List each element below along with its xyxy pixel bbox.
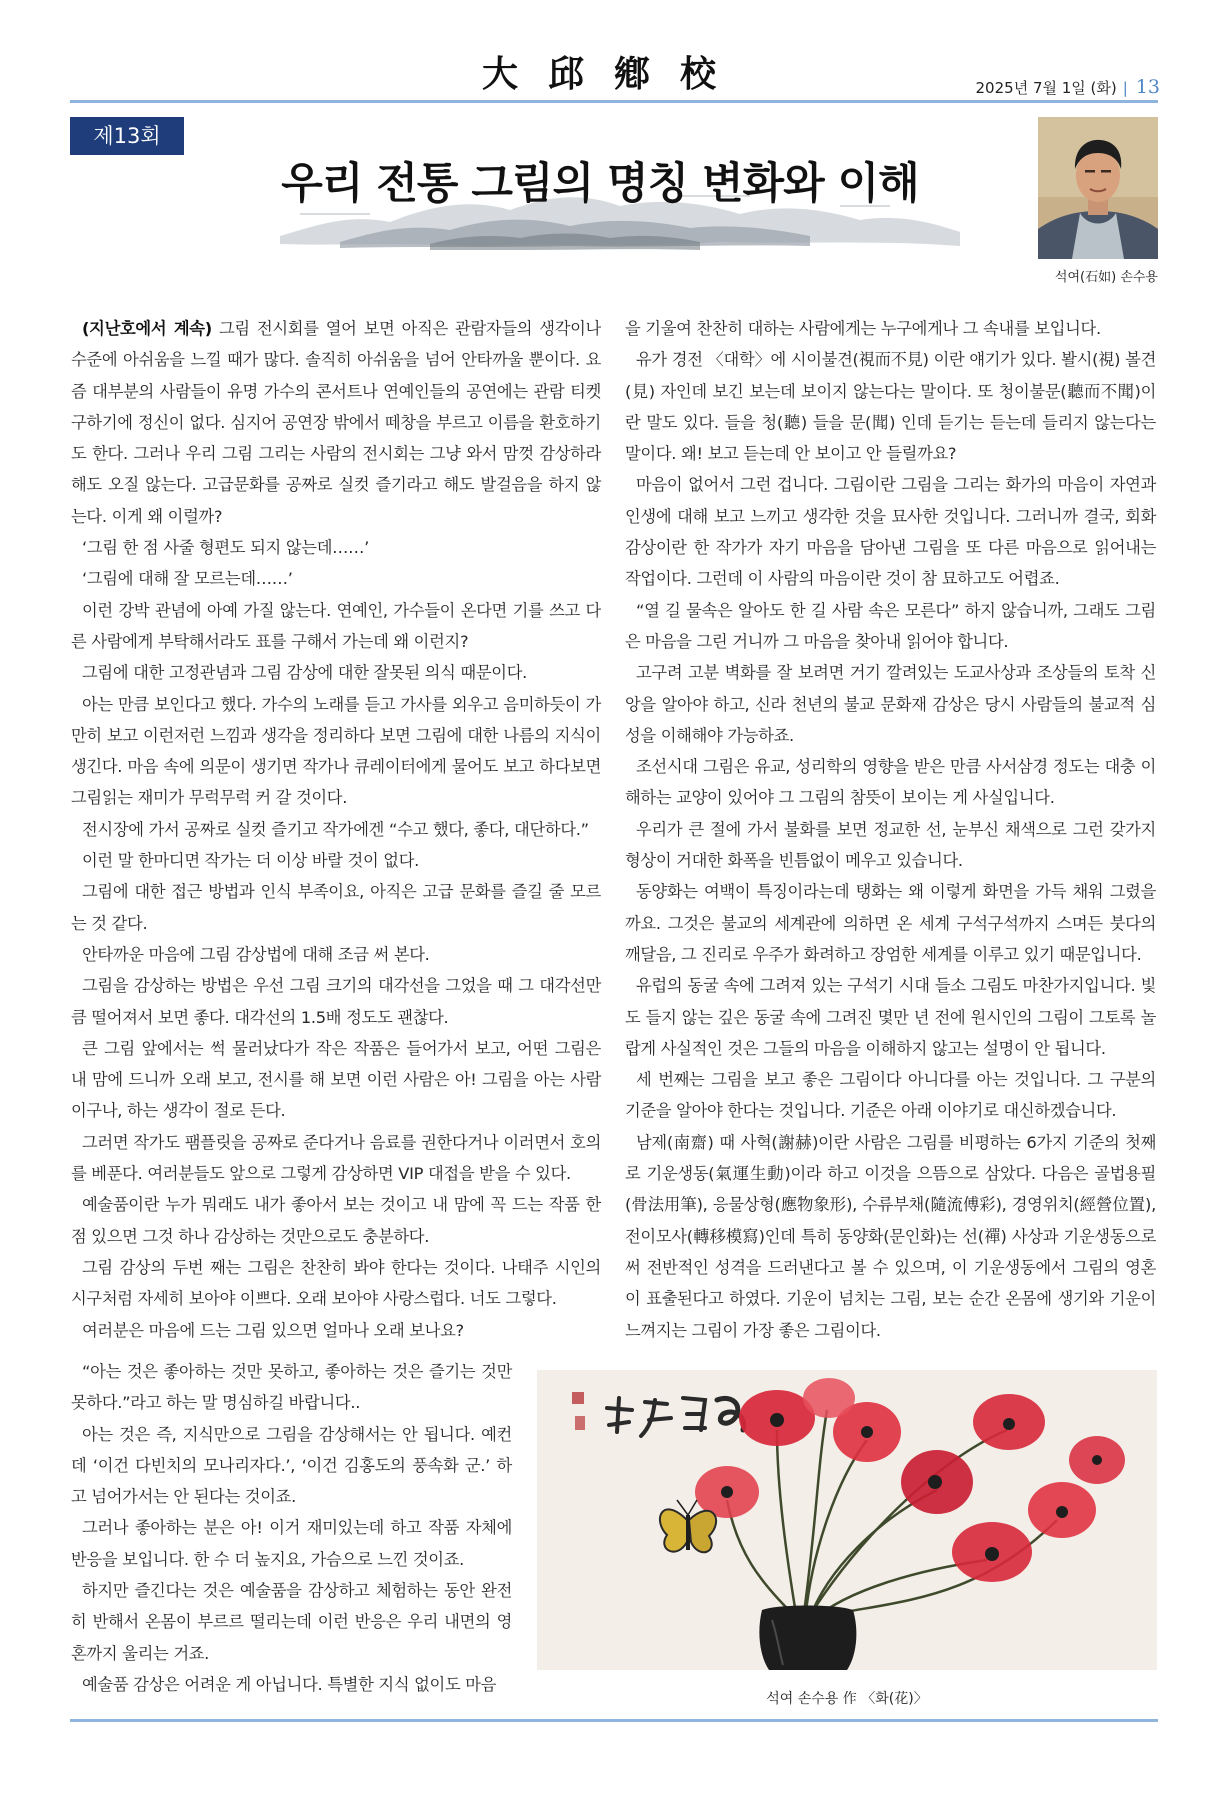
- paragraph-text: 그림 전시회를 열어 보면 아직은 관람자들의 생각이나 수준에 아쉬움을 느낄 때가 많다. 솔직히 아쉬움을 넘어 안타까울 뿐이다. 요즘 대부분의 사람들이 유명 가수의 콘서트나 연예인들의 공연에는 관람 티켓 구하기에 정신이 없다. 심지어 공연장 밖에서 떼창을 부르고 이름을 환호하기도 한다. 그러나 우리 그림 그리는 사람의 전시회는 그냥 와서 맘껏 감상하라 해도 오질 않는다. 고급문화를 공짜로 실컷 즐기라고 해도 발걸음을 하지 않는다. 이게 왜 이럴까?: [71, 319, 601, 526]
- paragraph: “아는 것은 좋아하는 것만 못하고, 좋아하는 것은 즐기는 것만 못하다.”라고 하는 말 명심하길 바랍니다..: [71, 1362, 512, 1413]
- paragraph: 이런 강박 관념에 아예 가질 않는다. 연예인, 가수들이 온다면 기를 쓰고 다른 사람에게 부탁해서라도 표를 구해서 가는데 왜 이런지?: [71, 600, 601, 651]
- paragraph: 조선시대 그림은 유교, 성리학의 영향을 받은 만큼 사서삼경 정도는 대충 이해하는 교양이 있어야 그 그림의 참뜻이 보이는 게 사실입니다.: [625, 757, 1156, 808]
- paragraph: 유가 경전 〈대학〉에 시이불견(視而不見) 이란 얘기가 있다. 봘시(視) 볼견(見) 자인데 보긴 보는데 보이지 않는다는 말이다. 또 청이불문(聽而不聞)이란 말도 있다. 들을 청(聽) 들을 문(聞) 인데 듣기는 듣는데 들리지 않는다는 말이다. 왜! 보고 듣는데 안 보이고 안 들릴까요?: [625, 350, 1156, 464]
- author-portrait: [1038, 117, 1158, 259]
- paragraph: ‘그림 한 점 사줄 형편도 되지 않는데……’: [82, 538, 369, 558]
- paragraph: [71, 313, 601, 532]
- paragraph: 예술품 감상은 어려운 게 아닙니다. 특별한 지식 없이도 마음: [82, 1674, 497, 1694]
- paragraph: 이런 말 한마디면 작가는 더 이상 바랄 것이 없다.: [82, 851, 420, 871]
- separator-bar: |: [1122, 79, 1128, 97]
- paragraph: 여러분은 마음에 드는 그림 있으면 얼마나 오래 보나요?: [82, 1320, 464, 1340]
- paragraph: 큰 그림 앞에서는 썩 물러났다가 작은 작품은 들어가서 보고, 어떤 그림은 내 맘에 드니까 오래 보고, 전시를 해 보면 이런 사람은 아! 그림을 아는 사람이구나, 하는 생각이 절로 든다.: [71, 1038, 601, 1121]
- vase: [759, 1606, 856, 1671]
- article-headline: 우리 전통 그림의 명칭 변화와 이해: [281, 159, 919, 209]
- paragraph: 유럽의 동굴 속에 그려져 있는 구석기 시대 들소 그림도 마찬가지입니다. 빛도 들지 않는 깊은 동굴 속에 그려진 몇만 년 전에 원시인의 그림이 그토록 놀랍게 사실적인 것은 그들의 마음을 이해하지 않고는 설명이 안 됩니다.: [625, 976, 1156, 1058]
- paragraph: “열 길 물속은 알아도 한 길 사람 속은 모른다” 하지 않습니까, 그래도 그림은 마음을 그린 거니까 그 마음을 찾아내 읽어야 합니다.: [625, 600, 1156, 651]
- issue-date: 2025년 7월 1일 (화): [975, 79, 1117, 97]
- paragraph: 그림에 대한 고정관념과 그림 감상에 대한 잘못된 의식 때문이다.: [82, 663, 528, 683]
- newspaper-title: 大邱鄕校: [481, 53, 746, 95]
- paragraph: ‘그림에 대해 잘 모르는데……’: [82, 569, 293, 589]
- paragraph: 고구려 고분 벽화를 잘 보려면 거기 깔려있는 도교사상과 조상들의 토착 신앙을 알아야 하고, 신라 천년의 불교 문화재 감상은 당시 사람들의 불교적 심성을 이해해야 가능하죠.: [625, 663, 1156, 745]
- bottom-rule: [70, 1719, 1158, 1722]
- issue-date-line: [976, 76, 1160, 98]
- top-rule: [70, 100, 1158, 103]
- episode-badge: 제13회: [70, 117, 184, 155]
- paragraph: 그러면 작가도 팸플릿을 공짜로 준다거나 음료를 권한다거나 이러면서 호의를 베푼다. 여러분들도 앞으로 그렇게 감상하면 VIP 대접을 받을 수 있다.: [71, 1132, 601, 1184]
- paragraph: 우리가 큰 절에 가서 불화를 보면 정교한 선, 눈부신 채색으로 그런 갖가지 형상이 거대한 화폭을 빈틈없이 메우고 있습니다.: [625, 819, 1156, 871]
- paragraph: 마음이 없어서 그런 겁니다. 그림이란 그림을 그리는 화가의 마음이 자연과 인생에 대해 보고 느끼고 생각한 것을 묘사한 것입니다. 그러니까 결국, 회화 감상이란 한 작가가 자기 마음을 담아낸 그림을 또 다른 마음으로 읽어내는 작업이다. 그런데 이 사람의 마음이란 것이 참 묘하고도 어렵죠.: [625, 475, 1156, 589]
- article-column-1-continued: [71, 1356, 512, 1700]
- article-column-2: [625, 313, 1156, 1346]
- paragraph: 안타까운 마음에 그림 감상법에 대해 조금 써 본다.: [82, 944, 430, 964]
- paragraph: 전시장에 가서 공짜로 실컷 즐기고 작가에겐 “수고 했다, 좋다, 대단하다.”: [82, 819, 589, 839]
- paragraph: 예술품이란 누가 뭐래도 내가 좋아서 보는 것이고 내 맘에 꼭 드는 작품 한 점 있으면 그것 하나 감상하는 것만으로도 충분하다.: [71, 1195, 601, 1246]
- painting-caption: 석여 손수용 作 〈화(花)〉: [766, 1691, 928, 1707]
- paragraph: 동양화는 여백이 특징이라는데 탱화는 왜 이렇게 화면을 가득 채워 그렸을까요. 그것은 불교의 세계관에 의하면 온 세계 구석구석까지 스며든 붓다의 깨달음, 그 진리로 우주가 화려하고 장엄한 세계를 이루고 있기 때문입니다.: [625, 882, 1156, 964]
- masthead: [0, 0, 1228, 104]
- paragraph: 아는 것은 즉, 지식만으로 그림을 감상해서는 안 됩니다. 예컨데 ‘이건 다빈치의 모나리자다.’, ‘이건 김홍도의 풍속화 군.’ 하고 넘어가서는 안 된다는 것이죠.: [71, 1424, 512, 1507]
- paragraph: 을 기울여 찬찬히 대하는 사람에게는 누구에게나 그 속내를 보입니다.: [625, 319, 1101, 338]
- page-number: 13: [1135, 76, 1160, 98]
- paragraph: 하지만 즐긴다는 것은 예술품을 감상하고 체험하는 동안 완전히 반해서 온몸이 부르르 떨리는데 이런 반응은 우리 내면의 영혼까지 울리는 거죠.: [71, 1581, 512, 1663]
- paragraph: 세 번째는 그림을 보고 좋은 그림이다 아니다를 아는 것입니다. 그 구분의 기준을 알아야 한다는 것입니다. 기준은 아래 이야기로 대신하겠습니다.: [625, 1070, 1156, 1121]
- paragraph: 그림 감상의 두번 째는 그림은 찬찬히 봐야 한다는 것이다. 나태주 시인의 시구처럼 자세히 보아야 이쁘다. 오래 보아야 사랑스럽다. 너도 그렇다.: [71, 1257, 601, 1309]
- paragraph: 그러나 좋아하는 분은 아! 이거 재미있는데 하고 작품 자체에 반응을 보입니다. 한 수 더 높지요, 가슴으로 느낀 것이죠.: [71, 1518, 512, 1569]
- paragraph: 그림에 대한 접근 방법과 인식 부족이요, 아직은 고급 문화를 즐길 줄 모르는 것 같다.: [71, 882, 601, 933]
- article-column-1: [71, 313, 601, 1346]
- author-caption: 석여(石如) 손수용: [1054, 270, 1158, 285]
- poppy-painting: [537, 1370, 1157, 1670]
- paragraph: 남제(南齋) 때 사혁(謝赫)이란 사람은 그림를 비평하는 6가지 기준의 첫째로 기운생동(氣運生動)이라 하고 이것을 으뜸으로 삼았다. 다음은 골법용필(骨法用筆), 응물상형(應物象形), 수류부채(隨流傅彩), 경영위치(經營位置), 전이모사(轉移模寫)인데 특히 동양화(문인화)는 선(禪) 사상과 기운생동으로써 전반적인 성격을 드러낸다고 볼 수 있으며, 이 기운생동에서 그림의 영혼이 표출된다고 하였다. 기운이 넘치는 그림, 보는 순간 온몸에 생기와 기운이 느껴지는 그림이 가장 좋은 그림이다.: [625, 1132, 1156, 1340]
- continued-label: (지난호에서 계속): [82, 319, 212, 338]
- paragraph: 아는 만큼 보인다고 했다. 가수의 노래를 듣고 가사를 외우고 음미하듯이 가만히 보고 이런저런 느낌과 생각을 정리하다 보면 그림에 대한 나름의 지식이 생긴다. 마음 속에 의문이 생기면 작가나 큐레이터에게 물어도 보고 하다보면 그림읽는 재미가 무럭무럭 커 갈 것이다.: [71, 694, 601, 808]
- paragraph: 그림을 감상하는 방법은 우선 그림 크기의 대각선을 그었을 때 그 대각선만큼 떨어져서 보면 좋다. 대각선의 1.5배 정도도 괜찮다.: [71, 976, 601, 1027]
